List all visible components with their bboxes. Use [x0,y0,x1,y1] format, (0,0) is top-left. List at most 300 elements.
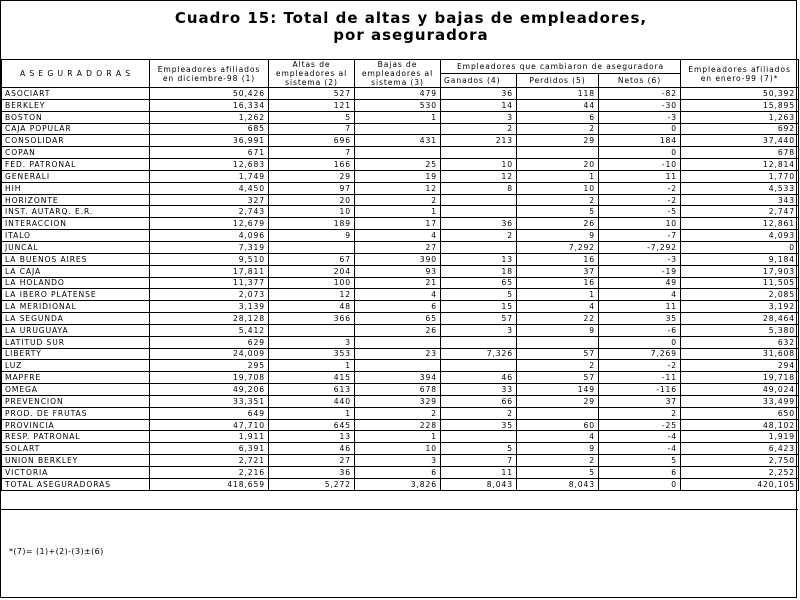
cell-name: LA CAJA [2,265,150,277]
cell-ene99: 37,440 [681,135,799,147]
cell-dic98: 16,334 [150,99,269,111]
cell-netos: 35 [599,313,681,325]
cell-ganados: 5 [441,289,517,301]
table-row [2,289,799,301]
cell-ene99: 31,608 [681,348,799,360]
cell-ganados: 2 [441,230,517,242]
cell-dic98: 17,811 [150,265,269,277]
cell-altas: 36 [269,467,355,479]
cell-ganados: 2 [441,123,517,135]
cell-altas: 189 [269,218,355,230]
cell-altas: 46 [269,443,355,455]
cell-bajas [355,360,441,372]
cell-ene99: 50,392 [681,88,799,100]
cell-perdidos: 149 [517,384,599,396]
cell-altas: 5,272 [269,478,355,490]
header-cambio-aseguradora: Empleadores que cambiaron de aseguradora [441,60,681,74]
cell-ganados: 46 [441,372,517,384]
cell-name: PREVENCION [2,395,150,407]
cell-netos: -3 [599,253,681,265]
cell-altas: 353 [269,348,355,360]
cell-name: LIBERTY [2,348,150,360]
cell-bajas: 394 [355,372,441,384]
header-ene99 [681,60,799,88]
cell-netos: -2 [599,360,681,372]
cell-ganados: 66 [441,395,517,407]
cell-ganados: 7 [441,455,517,467]
header-netos: Netos (6) [599,74,681,88]
cell-ganados [441,147,517,159]
cell-bajas [355,336,441,348]
cell-perdidos: 9 [517,443,599,455]
table-body [2,88,799,491]
cell-bajas: 2 [355,407,441,419]
cell-altas: 10 [269,206,355,218]
cell-netos: -7,292 [599,241,681,253]
cell-dic98: 629 [150,336,269,348]
table-row [2,419,799,431]
table-row [2,99,799,111]
cell-name: BERKLEY [2,99,150,111]
cell-bajas [355,147,441,159]
cell-altas: 527 [269,88,355,100]
cell-ene99: 2,747 [681,206,799,218]
cell-altas: 7 [269,123,355,135]
cell-perdidos: 118 [517,88,599,100]
cell-perdidos: 10 [517,182,599,194]
cell-altas: 204 [269,265,355,277]
cell-perdidos: 4 [517,431,599,443]
cell-altas: 1 [269,407,355,419]
cell-bajas [355,123,441,135]
cell-perdidos: 7,292 [517,241,599,253]
cell-dic98: 327 [150,194,269,206]
cell-name: SOLART [2,443,150,455]
cell-perdidos: 22 [517,313,599,325]
cell-ene99: 5,380 [681,324,799,336]
cell-ganados: 36 [441,88,517,100]
cell-netos: -7 [599,230,681,242]
table-row [2,123,799,135]
cell-ganados: 8,043 [441,478,517,490]
cell-dic98: 24,009 [150,348,269,360]
table-row [2,218,799,230]
table-row [2,170,799,182]
cell-dic98: 12,683 [150,159,269,171]
cell-netos: 11 [599,170,681,182]
cell-ene99: 1,770 [681,170,799,182]
table-row [2,182,799,194]
cell-dic98: 1,262 [150,111,269,123]
table-row [2,324,799,336]
cell-ganados: 33 [441,384,517,396]
cell-ganados: 8 [441,182,517,194]
cell-altas: 3 [269,336,355,348]
cell-ene99: 49,024 [681,384,799,396]
cell-netos: -116 [599,384,681,396]
table-row [2,159,799,171]
cell-netos: -4 [599,443,681,455]
cell-altas: 100 [269,277,355,289]
cell-altas: 20 [269,194,355,206]
cell-perdidos: 5 [517,467,599,479]
cell-perdidos: 29 [517,395,599,407]
cell-bajas: 479 [355,88,441,100]
cell-bajas: 1 [355,206,441,218]
cell-name: LA URUGUAYA [2,324,150,336]
cell-dic98: 11,377 [150,277,269,289]
cell-netos: -6 [599,324,681,336]
cell-ganados: 3 [441,111,517,123]
cell-perdidos: 37 [517,265,599,277]
table-row [2,147,799,159]
header-perdidos: Perdidos (5) [517,74,599,88]
cell-ganados: 3 [441,324,517,336]
cell-perdidos: 6 [517,111,599,123]
cell-ganados: 12 [441,170,517,182]
cell-altas: 645 [269,419,355,431]
cell-dic98: 5,412 [150,324,269,336]
cell-altas: 13 [269,431,355,443]
cell-dic98: 7,319 [150,241,269,253]
cell-dic98: 418,659 [150,478,269,490]
cell-ene99: 692 [681,123,799,135]
cell-ene99: 0 [681,241,799,253]
cell-netos: -5 [599,206,681,218]
table-row [2,348,799,360]
header-altas-line-1: Altas de [292,60,331,69]
header-ene99-line-1: Empleadores afiliados [688,64,791,74]
cell-netos: 11 [599,301,681,313]
table-row [2,277,799,289]
table-row [2,455,799,467]
cell-name: LA SEGUNDA [2,313,150,325]
cell-netos: -25 [599,419,681,431]
cell-name: BOSTON [2,111,150,123]
cell-ganados: 15 [441,301,517,313]
cell-name: LATITUD SUR [2,336,150,348]
cell-altas: 415 [269,372,355,384]
cell-netos: -2 [599,194,681,206]
cell-netos: 0 [599,336,681,348]
cell-dic98: 19,708 [150,372,269,384]
cell-bajas: 93 [355,265,441,277]
cell-ene99: 17,903 [681,265,799,277]
header-dic98 [150,60,269,88]
table-row [2,467,799,479]
cell-dic98: 1,911 [150,431,269,443]
cell-dic98: 36,991 [150,135,269,147]
cell-netos: 49 [599,277,681,289]
cell-name: MAPFRE [2,372,150,384]
cell-bajas: 530 [355,99,441,111]
cell-ene99: 678 [681,147,799,159]
header-ganados: Ganados (4) [441,74,517,88]
cell-ene99: 15,895 [681,99,799,111]
cell-netos: 4 [599,289,681,301]
cell-ganados [441,206,517,218]
table-row [2,253,799,265]
cell-ene99: 9,184 [681,253,799,265]
cell-altas: 121 [269,99,355,111]
cell-bajas: 21 [355,277,441,289]
cell-name: OMEGA [2,384,150,396]
cell-dic98: 295 [150,360,269,372]
cell-ganados: 5 [441,443,517,455]
cell-ene99: 33,499 [681,395,799,407]
cell-ganados: 10 [441,159,517,171]
cell-name: HORIZONTE [2,194,150,206]
cell-netos: -4 [599,431,681,443]
cell-netos: 5 [599,455,681,467]
cell-altas: 440 [269,395,355,407]
cell-name: COPAN [2,147,150,159]
cell-ganados: 57 [441,313,517,325]
header-aseguradoras: A S E G U R A D O R A S [2,60,150,88]
cell-name: FED. PATRONAL [2,159,150,171]
cell-perdidos: 1 [517,289,599,301]
table-row [2,135,799,147]
header-bajas-line-1: Bajas de [377,60,418,69]
cell-perdidos: 16 [517,277,599,289]
cell-name: RESP. PATRONAL [2,431,150,443]
cell-ene99: 2,750 [681,455,799,467]
cell-dic98: 6,391 [150,443,269,455]
cell-name: LA MERIDIONAL [2,301,150,313]
footnote-area [1,509,798,598]
cell-name: PROVINCIA [2,419,150,431]
cell-name: LA IBERO PLATENSE [2,289,150,301]
table-row [2,230,799,242]
cell-bajas: 65 [355,313,441,325]
cell-perdidos: 16 [517,253,599,265]
cell-perdidos: 20 [517,159,599,171]
cell-name: LA BUENOS AIRES [2,253,150,265]
cell-perdidos: 2 [517,455,599,467]
cell-altas: 1 [269,360,355,372]
total-row [2,478,799,490]
table-row [2,265,799,277]
title-line-1: Cuadro 15: Total de altas y bajas de empleadores, [174,9,648,27]
cell-netos: 0 [599,123,681,135]
cell-netos: -3 [599,111,681,123]
cell-name: LUZ [2,360,150,372]
cell-dic98: 685 [150,123,269,135]
cell-netos: -2 [599,182,681,194]
cell-ganados [441,360,517,372]
cell-perdidos: 57 [517,348,599,360]
cell-bajas: 329 [355,395,441,407]
cell-altas: 9 [269,230,355,242]
cell-perdidos: 2 [517,123,599,135]
table-row [2,194,799,206]
cell-ganados [441,194,517,206]
cell-ene99: 12,861 [681,218,799,230]
table-row [2,206,799,218]
cell-ene99: 11,505 [681,277,799,289]
cell-altas: 48 [269,301,355,313]
cell-netos: -10 [599,159,681,171]
table-row [2,407,799,419]
cell-dic98: 671 [150,147,269,159]
cell-altas: 613 [269,384,355,396]
header-dic98-line-2: en diciembre-98 (1) [162,73,256,83]
cell-dic98: 12,679 [150,218,269,230]
cell-altas: 97 [269,182,355,194]
table-title [1,10,800,44]
header-row [2,60,799,74]
cell-bajas: 1 [355,431,441,443]
table-row [2,88,799,100]
cell-dic98: 649 [150,407,269,419]
cell-name: INST. AUTARQ. E.R. [2,206,150,218]
cell-perdidos [517,407,599,419]
cell-bajas: 19 [355,170,441,182]
cell-ganados [441,431,517,443]
cell-netos: 37 [599,395,681,407]
cell-bajas: 678 [355,384,441,396]
cell-perdidos: 5 [517,206,599,218]
cell-name: CONSOLIDAR [2,135,150,147]
cell-netos: -19 [599,265,681,277]
table-row [2,384,799,396]
cell-ganados [441,336,517,348]
cell-altas: 67 [269,253,355,265]
cell-ganados: 36 [441,218,517,230]
cell-dic98: 2,216 [150,467,269,479]
cell-bajas: 6 [355,301,441,313]
cell-netos: 6 [599,467,681,479]
cell-bajas: 17 [355,218,441,230]
cell-bajas: 12 [355,182,441,194]
cell-ene99: 28,464 [681,313,799,325]
cell-dic98: 2,073 [150,289,269,301]
cell-dic98: 49,206 [150,384,269,396]
cell-netos: -82 [599,88,681,100]
cell-bajas: 4 [355,230,441,242]
header-ene99-line-2: en enero-99 (7)* [700,73,779,83]
cell-dic98: 3,139 [150,301,269,313]
cell-bajas: 26 [355,324,441,336]
cell-perdidos [517,147,599,159]
cell-perdidos: 29 [517,135,599,147]
cell-dic98: 9,510 [150,253,269,265]
header-altas [269,60,355,88]
cell-name: PROD. DE FRUTAS [2,407,150,419]
cell-ganados: 11 [441,467,517,479]
cell-altas: 27 [269,455,355,467]
cell-ene99: 343 [681,194,799,206]
cell-name: ITALO [2,230,150,242]
cell-ganados: 18 [441,265,517,277]
cell-name: TOTAL ASEGURADORAS [2,478,150,490]
cell-ene99: 4,533 [681,182,799,194]
table-row [2,360,799,372]
cell-netos: 184 [599,135,681,147]
cell-ganados: 13 [441,253,517,265]
cell-altas: 12 [269,289,355,301]
cell-ene99: 4,093 [681,230,799,242]
cell-bajas: 3,826 [355,478,441,490]
cell-name: INTERACCION [2,218,150,230]
table-row [2,301,799,313]
cell-netos: 0 [599,147,681,159]
table-row [2,111,799,123]
cell-bajas: 4 [355,289,441,301]
cell-dic98: 1,749 [150,170,269,182]
cell-ene99: 420,105 [681,478,799,490]
header-bajas-line-2: empleadores al [361,69,434,78]
header-altas-line-3: sistema (2) [285,78,338,87]
cell-name: ASOCIART [2,88,150,100]
cell-perdidos: 1 [517,170,599,182]
cell-dic98: 28,128 [150,313,269,325]
cell-perdidos: 57 [517,372,599,384]
cell-altas: 7 [269,147,355,159]
cell-netos: -30 [599,99,681,111]
cell-ene99: 2,085 [681,289,799,301]
cell-bajas: 3 [355,455,441,467]
cell-ene99: 2,252 [681,467,799,479]
cell-altas: 166 [269,159,355,171]
cell-bajas: 390 [355,253,441,265]
cell-ganados: 14 [441,99,517,111]
cell-ene99: 1,919 [681,431,799,443]
cell-bajas: 228 [355,419,441,431]
cell-name: JUNCAL [2,241,150,253]
cell-perdidos: 60 [517,419,599,431]
cell-ene99: 1,263 [681,111,799,123]
table-row [2,372,799,384]
cell-perdidos: 9 [517,324,599,336]
table-row [2,431,799,443]
table-row [2,241,799,253]
cell-ene99: 3,192 [681,301,799,313]
cell-netos: 7,269 [599,348,681,360]
cell-perdidos: 44 [517,99,599,111]
cell-perdidos: 8,043 [517,478,599,490]
table-row [2,313,799,325]
cell-perdidos: 4 [517,301,599,313]
cell-perdidos: 26 [517,218,599,230]
footnote-text: *(7)= (1)+(2)-(3)±(6) [9,547,104,556]
cell-ganados: 2 [441,407,517,419]
cell-perdidos: 2 [517,194,599,206]
cell-altas: 696 [269,135,355,147]
cell-bajas: 27 [355,241,441,253]
cell-ene99: 19,718 [681,372,799,384]
cell-ene99: 650 [681,407,799,419]
cell-ganados: 35 [441,419,517,431]
cell-name: UNION BERKLEY [2,455,150,467]
cell-bajas: 6 [355,467,441,479]
cell-bajas: 1 [355,111,441,123]
cell-altas: 5 [269,111,355,123]
cell-dic98: 47,710 [150,419,269,431]
table-row [2,443,799,455]
cell-altas [269,241,355,253]
cell-dic98: 33,351 [150,395,269,407]
cell-ganados: 65 [441,277,517,289]
cell-ene99: 294 [681,360,799,372]
title-line-2: por aseguradora [333,26,489,44]
cell-dic98: 50,426 [150,88,269,100]
cell-name: CAJA POPULAR [2,123,150,135]
table-row [2,336,799,348]
cell-dic98: 2,743 [150,206,269,218]
cell-bajas: 23 [355,348,441,360]
cell-netos: -11 [599,372,681,384]
